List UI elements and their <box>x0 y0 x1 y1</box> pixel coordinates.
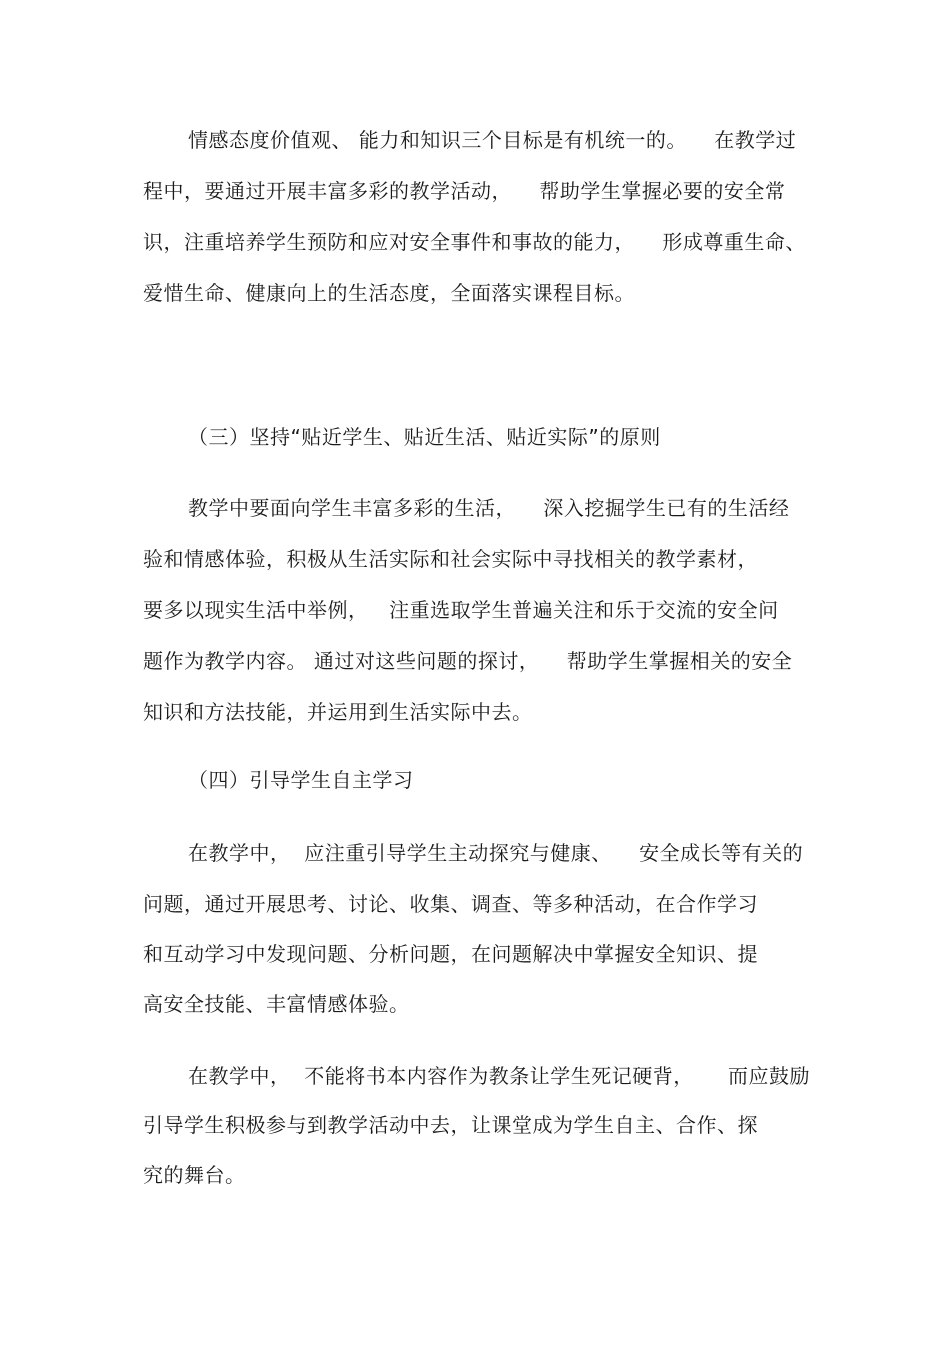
paragraph-2-line-4: 题作为教学内容。 通过对这些问题的探讨， 帮助学生掌握相关的安全 <box>143 649 793 673</box>
paragraph-4-line-2: 引导学生积极参与到教学活动中去，让课堂成为学生自主、合作、探 <box>143 1113 758 1137</box>
paragraph-1-line-3: 识，注重培养学生预防和应对安全事件和事故的能力， 形成尊重生命、 <box>143 230 806 254</box>
paragraph-1-line-2: 程中，要通过开展丰富多彩的教学活动， 帮助学生掌握必要的安全常 <box>143 179 786 203</box>
paragraph-2-line-2: 验和情感体验，积极从生活实际和社会实际中寻找相关的教学素材， <box>143 547 758 571</box>
paragraph-3-line-2: 问题，通过开展思考、讨论、收集、调查、等多种活动，在合作学习 <box>143 892 758 916</box>
paragraph-4-line-3: 究的舞台。 <box>143 1163 246 1187</box>
paragraph-1-line-1: 情感态度价值观、 能力和知识三个目标是有机统一的。 在教学过 <box>188 128 797 152</box>
paragraph-3-line-1: 在教学中， 应注重引导学生主动探究与健康、 安全成长等有关的 <box>188 841 804 865</box>
paragraph-3-line-3: 和互动学习中发现问题、分析问题，在问题解决中掌握安全知识、提 <box>143 942 758 966</box>
paragraph-2-line-5: 知识和方法技能，并运用到生活实际中去。 <box>143 700 533 724</box>
paragraph-1-line-4: 爱惜生命、健康向上的生活态度，全面落实课程目标。 <box>143 281 635 305</box>
paragraph-3-line-4: 高安全技能、丰富情感体验。 <box>143 992 410 1016</box>
section-heading-3: （三）坚持“贴近学生、贴近生活、贴近实际”的原则 <box>188 425 661 449</box>
section-heading-4: （四）引导学生自主学习 <box>188 768 414 792</box>
paragraph-4-line-1: 在教学中， 不能将书本内容作为教条让学生死记硬背， 而应鼓励 <box>188 1064 811 1088</box>
paragraph-2-line-1: 教学中要面向学生丰富多彩的生活， 深入挖掘学生已有的生活经 <box>188 496 790 520</box>
paragraph-2-line-3: 要多以现实生活中举例， 注重选取学生普遍关注和乐于交流的安全问 <box>143 598 779 622</box>
